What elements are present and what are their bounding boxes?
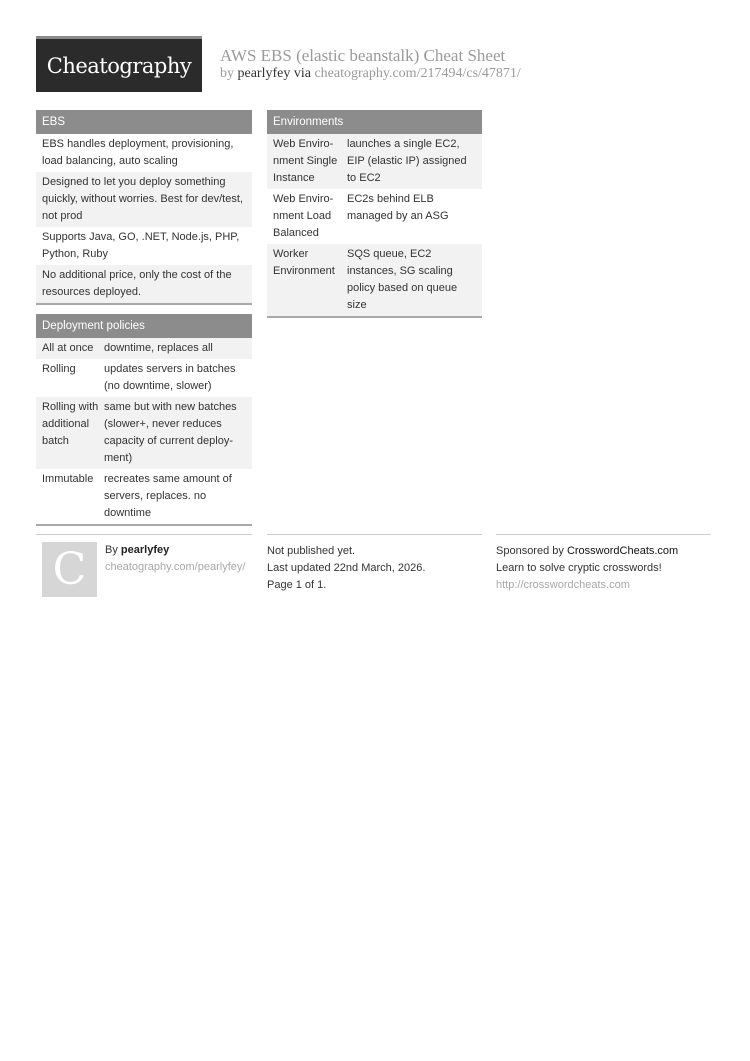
footer-sponsor-section (496, 534, 711, 594)
cheatography-logo[interactable] (36, 36, 202, 92)
sponsor-line (496, 543, 711, 560)
deployment-policies-panel (36, 314, 252, 526)
deployment-policy-desc: downtime, replaces all (104, 342, 213, 354)
sponsor-link[interactable]: CrosswordCheats.com (566, 545, 679, 557)
author-link[interactable]: pearlyfey (237, 66, 291, 81)
footer-author-link[interactable]: pearlyfey (120, 544, 170, 556)
deployment-panel-title: Deployment policies (36, 314, 252, 338)
sheet-url-link[interactable]: cheatography.com/217494/cs/47871/ (314, 66, 521, 81)
ebs-row: Designed to let you deploy something quickly, without worries. Best for dev/test, not prod (36, 172, 252, 227)
page-title: AWS EBS (elastic beanstalk) Cheat Sheet (220, 46, 506, 65)
environments-panel (267, 110, 482, 318)
footer-status-section (267, 534, 482, 594)
ebs-row: No additional price, only the cost of the resources deployed. (36, 265, 252, 303)
publish-status: Not published yet. (267, 545, 356, 557)
deployment-policy-name: Rolling with additional batch (42, 401, 99, 447)
sponsored-label: Sponsored by (496, 545, 564, 557)
ebs-row: Supports Java, GO, .NET, Node.js, PHP, Python, Ruby (42, 231, 240, 260)
deployment-policy-name: Immutable (42, 473, 94, 485)
environment-desc: launches a single EC2, EIP (elastic IP) assigned to EC2 (347, 138, 467, 184)
deployment-policy-desc: recreates same amount of servers, replaces. no downtime (104, 473, 232, 519)
footer-by-line (105, 542, 245, 559)
footer-author-url[interactable]: cheatography.com/pearlyfey/ (105, 561, 246, 573)
ebs-panel-title: EBS (36, 110, 252, 134)
sponsor-tagline: Learn to solve cryptic crosswords! (496, 562, 662, 574)
deployment-policy-name: All at once (42, 342, 94, 354)
deployment-row (36, 469, 252, 524)
author-avatar[interactable] (42, 542, 97, 597)
sponsor-url[interactable]: http://crosswordcheats.com (496, 579, 630, 591)
footer-by-label: By (105, 544, 118, 556)
environment-name: Web Environment Load Balanced (273, 193, 334, 239)
ebs-row: EBS handles deployment, provisioning, load balancing, auto scaling (42, 138, 234, 167)
environment-desc: EC2s behind ELB managed by an ASG (347, 193, 449, 222)
deployment-policy-desc: same but with new batches (slower+, never reduces capacity of current deployment) (104, 401, 237, 464)
by-label: by (220, 66, 234, 81)
byline (220, 66, 521, 82)
deployment-policy-name: Rolling (42, 363, 76, 375)
via-label: via (293, 66, 311, 81)
environment-row (267, 244, 482, 316)
deployment-policy-desc: updates servers in batches (no downtime, slower) (104, 363, 236, 392)
environment-name: Worker Environment (273, 248, 335, 277)
environment-row (267, 134, 482, 189)
footer-author-lines (105, 542, 245, 576)
avatar-letter: C (52, 544, 87, 595)
environments-panel-title: Environments (267, 110, 482, 134)
deployment-row (36, 397, 252, 469)
environment-name: Web Environment Single Instance (273, 138, 338, 184)
environment-desc: SQS queue, EC2 instances, SG scaling policy based on queue size (347, 248, 458, 311)
page-count: Page 1 of 1. (267, 579, 327, 591)
logo-text: Cheatography (46, 53, 192, 78)
deployment-row (36, 338, 252, 359)
last-updated: Last updated 22nd March, 2026. (267, 562, 426, 574)
environment-row (267, 189, 482, 244)
deployment-row (36, 359, 252, 397)
ebs-panel (36, 110, 252, 305)
footer-author-info (105, 542, 245, 576)
